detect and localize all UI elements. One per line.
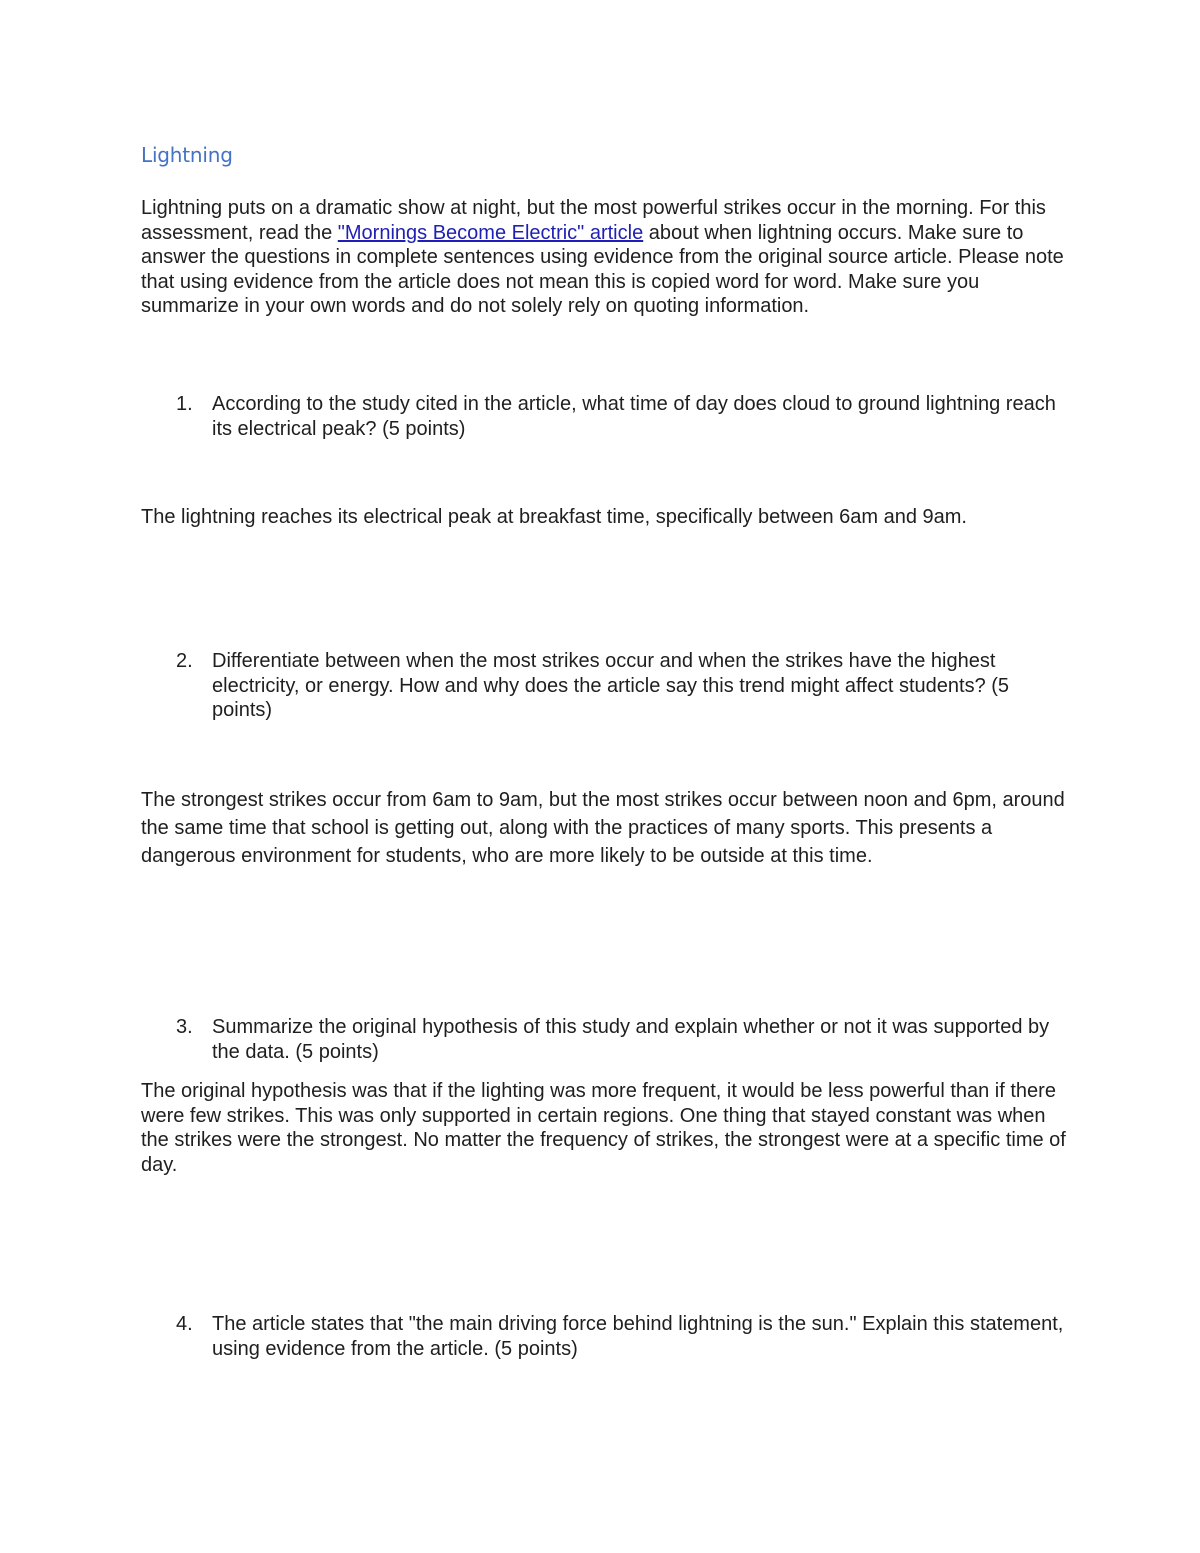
document-title: Lightning (141, 143, 233, 167)
question-4 (176, 1312, 1066, 1361)
answer-2: The strongest strikes occur from 6am to 9am, but the most strikes occur between noon and 6pm, around the same time that school is getting out, along with the practices of many sports. This presents a dangerous environment for students, who are more likely to be outside at this time. (141, 789, 1065, 867)
question-number: 1. (176, 393, 193, 415)
question-number: 4. (176, 1313, 193, 1335)
answer-3: The original hypothesis was that if the lighting was more frequent, it would be less powerful than if there were few strikes. This was only supported in certain regions. One thing that stayed constant was when the strikes were the strongest. No matter the frequency of strikes, the strongest were at a specific time of day. (141, 1080, 1066, 1176)
question-number: 2. (176, 650, 193, 672)
intro-text-before-link: Lightning puts on a dramatic show at night, but the most powerful strikes occur in the morning. For this assessment, read the (141, 197, 1046, 244)
intro-paragraph (141, 196, 1071, 319)
article-link[interactable]: "Mornings Become Electric" article (337, 221, 644, 244)
question-number: 3. (176, 1016, 193, 1038)
intro-text-after-link: about when lightning occurs. Make sure to answer the questions in complete sentences using evidence from the original source article. Please note that using evidence from the article does not mean this is copied word for word. Make sure you summarize in your own words and do not solely rely on quoting information. (141, 221, 1064, 318)
question-text: Differentiate between when the most strikes occur and when the strikes have the highest electricity, or energy. How and why does the article say this trend might affect students? (5 points) (212, 650, 1010, 722)
question-3 (176, 1015, 1066, 1064)
question-1 (176, 392, 1066, 441)
question-text: Summarize the original hypothesis of this study and explain whether or not it was supported by the data. (5 points) (212, 1016, 1050, 1063)
answer-1: The lightning reaches its electrical peak at breakfast time, specifically between 6am and 9am. (141, 506, 967, 528)
question-text: The article states that "the main driving force behind lightning is the sun." Explain this statement, using evidence from the article. (5 points) (212, 1313, 1064, 1360)
question-text: According to the study cited in the article, what time of day does cloud to ground lightning reach its electrical peak? (5 points) (212, 393, 1056, 440)
question-2 (176, 649, 1066, 723)
